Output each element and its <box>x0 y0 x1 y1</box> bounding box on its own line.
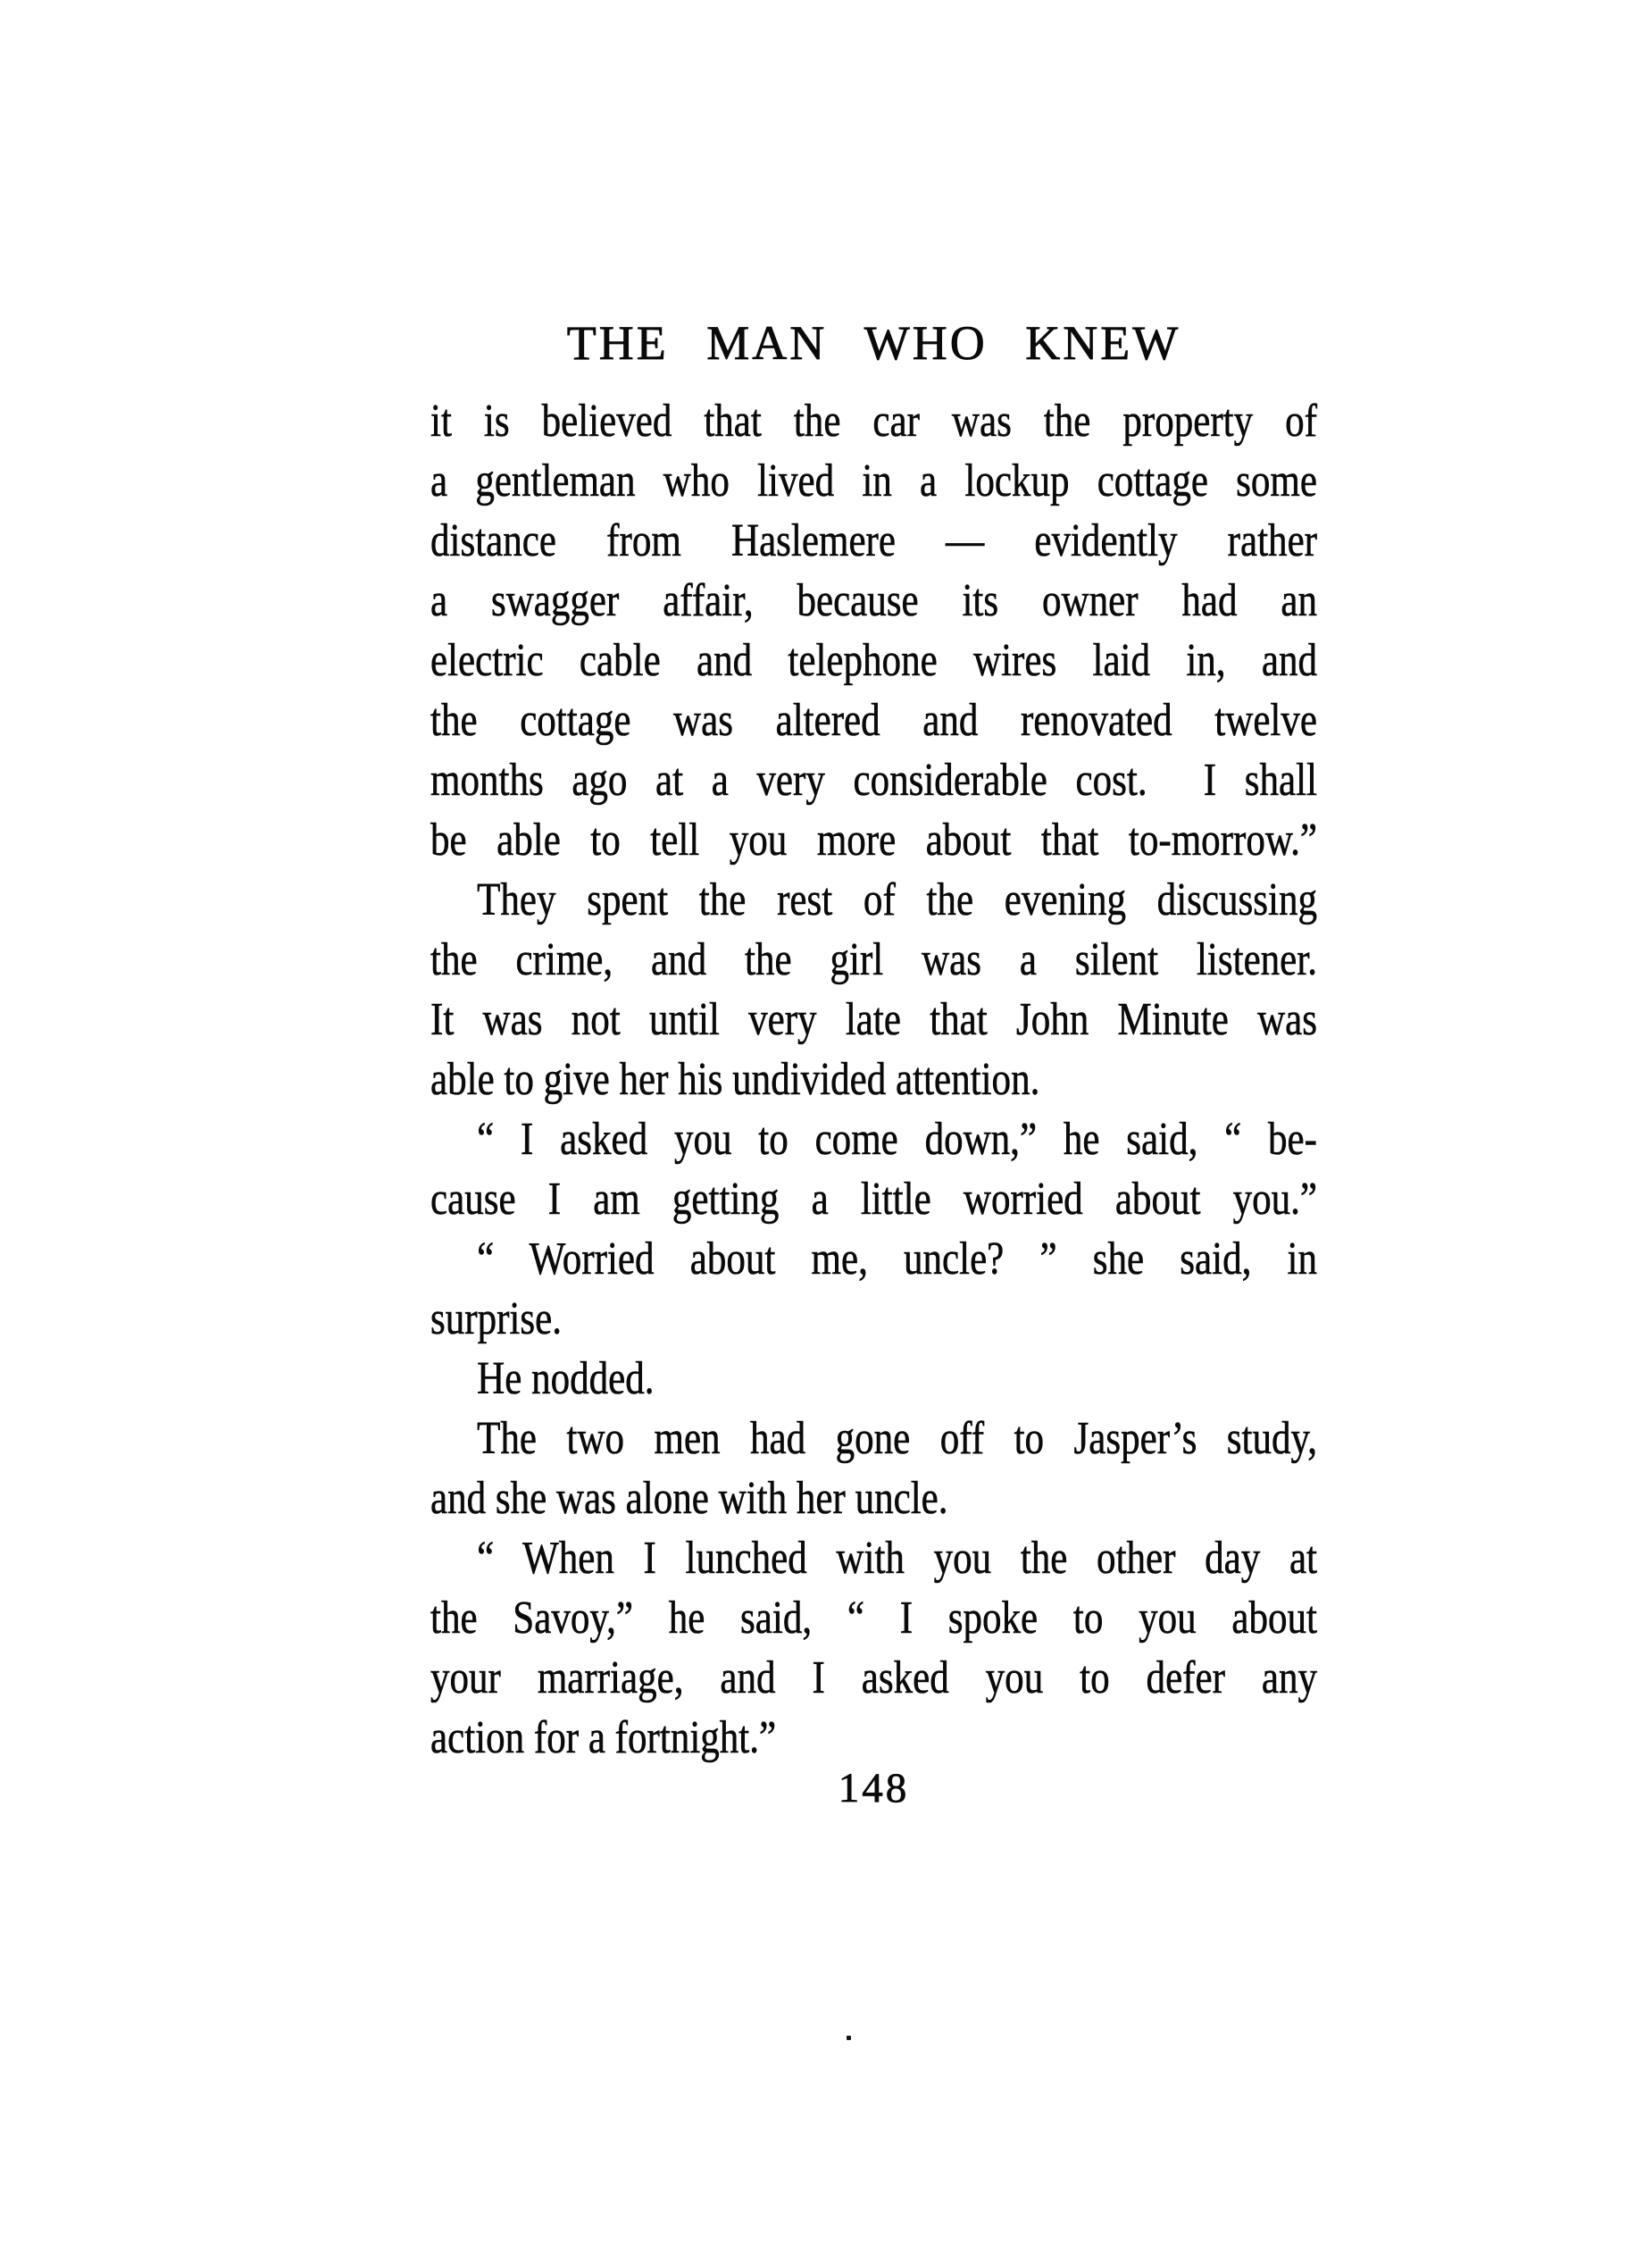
text-line: electric cable and telephone wires laid in, and <box>430 635 1317 686</box>
text-line: The two men had gone off to Jasper’s study, <box>477 1413 1317 1464</box>
text-line: the Savoy,” he said, “ I spoke to you about <box>430 1593 1317 1644</box>
page-header-title: THE MAN WHO KNEW <box>566 316 1181 370</box>
text-line: able to give her his undivided attention. <box>430 1054 1040 1105</box>
text-line: It was not until very late that John Minute was <box>430 994 1317 1045</box>
text-line: a gentleman who lived in a lockup cottage some <box>430 456 1317 506</box>
text-line: surprise. <box>430 1293 562 1344</box>
text-line: the crime, and the girl was a silent listener. <box>430 934 1317 985</box>
text-line: distance from Haslemere — evidently rather <box>430 515 1317 566</box>
text-line: months ago at a very considerable cost. I shall <box>430 755 1317 806</box>
text-line: cause I am getting a little worried about you.” <box>430 1174 1317 1225</box>
text-line: the cottage was altered and renovated twelve <box>430 695 1317 746</box>
page-number: 148 <box>838 1765 910 1811</box>
text-line: and she was alone with her uncle. <box>430 1473 948 1524</box>
text-line: action for a fortnight.” <box>430 1712 777 1763</box>
text-line: be able to tell you more about that to-morrow.” <box>430 815 1317 866</box>
text-line: “ Worried about me, uncle? ” she said, in <box>477 1234 1317 1284</box>
text-line: “ When I lunched with you the other day at <box>477 1533 1317 1584</box>
text-line: “ I asked you to come down,” he said, “ be- <box>477 1114 1317 1165</box>
text-line: it is believed that the car was the property of <box>430 396 1317 447</box>
text-line: He nodded. <box>477 1353 655 1404</box>
text-block <box>430 391 1317 1768</box>
text-line: They spent the rest of the evening discussing <box>477 874 1317 925</box>
text-line: your marriage, and I asked you to defer any <box>430 1652 1317 1703</box>
ink-speck <box>847 2036 851 2040</box>
text-line: a swagger affair, because its owner had an <box>430 575 1317 626</box>
